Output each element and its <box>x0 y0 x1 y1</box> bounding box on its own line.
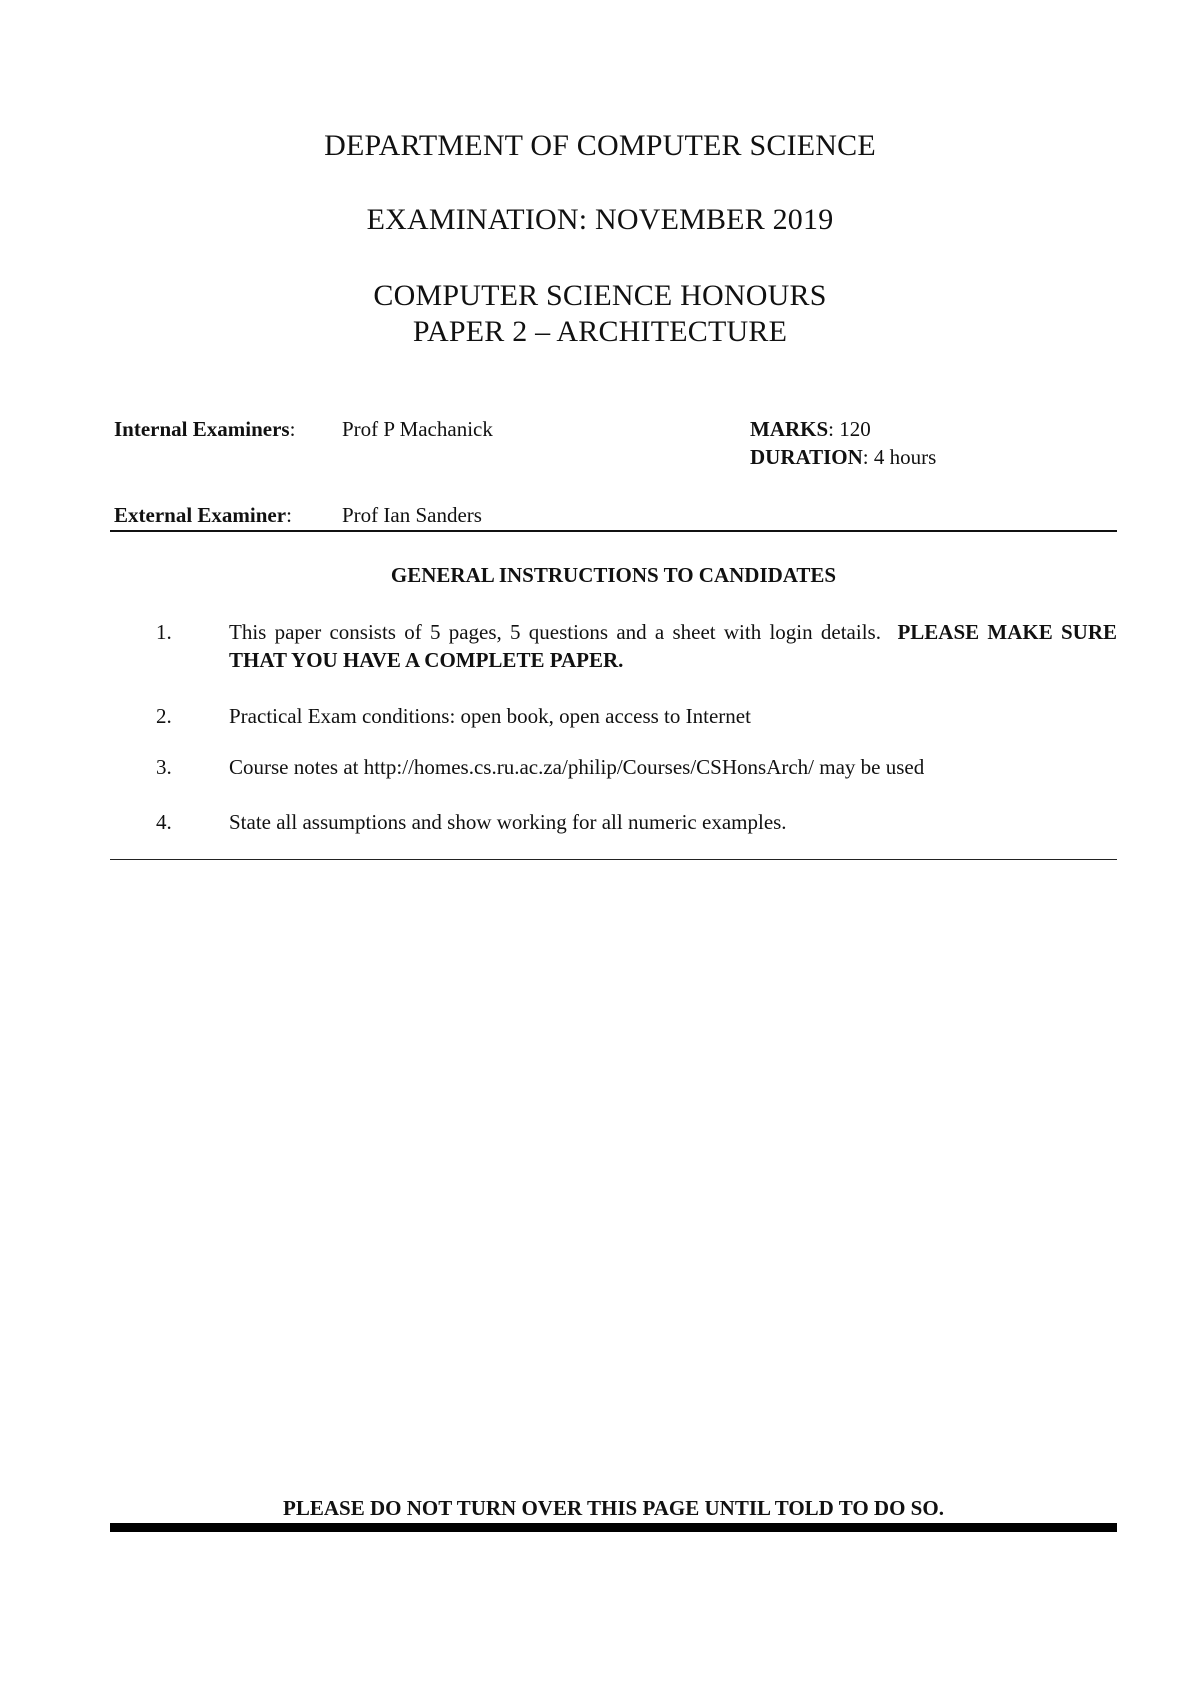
instruction-number: 2. <box>156 704 172 728</box>
instruction-body: This paper consists of 5 pages, 5 questions and a sheet with login details. <box>229 620 881 644</box>
internal-examiners-name: Prof P Machanick <box>342 417 493 441</box>
footer-thick-rule <box>110 1523 1117 1532</box>
course-heading: COMPUTER SCIENCE HONOURS <box>373 279 827 312</box>
marks-value: : 120 <box>828 417 871 441</box>
do-not-turn-notice: PLEASE DO NOT TURN OVER THIS PAGE UNTIL TOLD TO DO SO. <box>283 1496 944 1520</box>
instruction-text: State all assumptions and show working for all numeric examples. <box>229 810 787 834</box>
instructions-divider <box>110 859 1117 860</box>
instruction-text: Practical Exam conditions: open book, open access to Internet <box>229 704 751 728</box>
instruction-number: 3. <box>156 755 172 779</box>
header-divider <box>110 530 1117 532</box>
instruction-text: Course notes at http://homes.cs.ru.ac.za/philip/Courses/CSHonsArch/ may be used <box>229 755 925 779</box>
instruction-number: 1. <box>156 620 172 644</box>
external-examiner-label-text: External Examiner <box>114 503 287 527</box>
duration-label: DURATION <box>750 445 863 469</box>
instruction-item <box>110 808 1117 836</box>
instruction-text <box>229 618 1117 674</box>
marks-field <box>750 415 871 443</box>
paper-heading: PAPER 2 – ARCHITECTURE <box>412 315 788 348</box>
examination-heading: EXAMINATION: NOVEMBER 2019 <box>366 203 834 236</box>
external-examiner-colon: : <box>286 503 292 527</box>
marks-label: MARKS <box>750 417 829 441</box>
internal-examiners-colon: : <box>289 417 296 441</box>
duration-field <box>750 443 936 471</box>
instruction-emphasis: PLEASE MAKE SURE THAT YOU HAVE A COMPLETE PAPER. <box>229 620 1118 672</box>
instruction-item <box>110 702 1117 730</box>
internal-examiners-label-text: Internal Examiners <box>114 417 290 441</box>
instruction-item <box>110 618 1117 674</box>
duration-value: : 4 hours <box>862 445 937 469</box>
instructions-title: GENERAL INSTRUCTIONS TO CANDIDATES <box>390 563 837 587</box>
internal-examiners-label <box>114 415 295 443</box>
instruction-number: 4. <box>156 810 172 834</box>
department-heading: DEPARTMENT OF COMPUTER SCIENCE <box>324 129 876 162</box>
instruction-item <box>110 753 1117 781</box>
external-examiner-name: Prof Ian Sanders <box>342 503 482 527</box>
external-examiner-label <box>114 501 292 529</box>
